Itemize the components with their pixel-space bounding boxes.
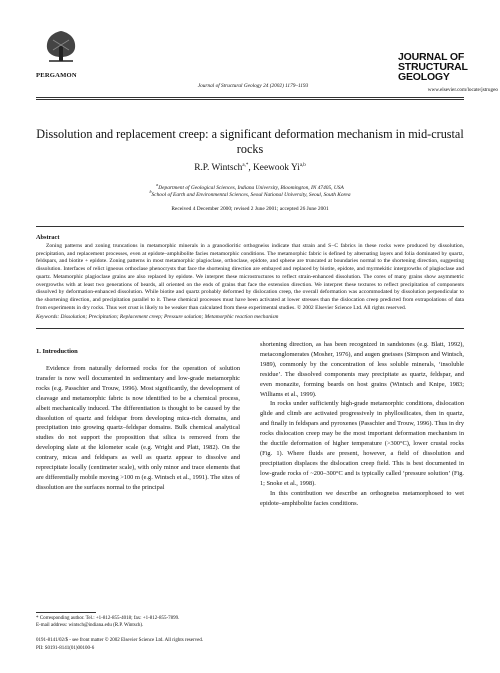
abstract-top-rule (36, 226, 464, 227)
intro-paragraph-3: In rocks under sufficiently high-grade metamorphic conditions, dislocation glide and climb are activated progressively in phyllosilicates, then in quartz, and finally in feldspars and pyroxenes (Passchier and Trouw, 1996). Thus in dry rocks dislocation creep may be the most important deformation mechanism in the ductile deformation of higher temperature (>300°C), lower crustal rocks (Fig. 1). Where fluids are present, however, a field of dissolution and precipitation displaces the dislocation creep field. This is best documented in low-grade rocks of ~200–300°C and is typically called ‘pressure solution’ (Fig. 1; Snoke et al., 1998). (260, 400, 464, 487)
header-rule (36, 97, 464, 98)
journal-url[interactable]: www.elsevier.com/locate/jstrugeo (427, 87, 498, 93)
keywords: Keywords: Dissolution; Precipitation; Replacement creep; Pressure solution; Metamorphic reaction mechanism (36, 314, 279, 320)
abstract-body (36, 243, 464, 312)
article-title: Dissolution and replacement creep: a significant deformation mechanism in mid-crustal rocks (36, 127, 464, 156)
section-heading: 1. Introduction (36, 348, 78, 355)
journal-reference: Journal of Structural Geology 24 (2002) 1179–1193 (197, 83, 309, 89)
affiliation-b: $^b$School of Earth and Environmental Sciences, Seoul National University, Seoul, South Korea (149, 189, 351, 198)
right-column (260, 340, 464, 508)
received-dates: Received 4 December 2000; revised 2 June 2001; accepted 26 June 2001 (171, 206, 329, 212)
intro-paragraph-4: In this contribution we describe an orthogneiss metamorphosed to wet epidote–amphibolite facies conditions. (260, 489, 464, 507)
abstract-bottom-rule (36, 328, 464, 329)
publisher-name: PERGAMON (36, 72, 77, 79)
email-address[interactable]: E-mail address: wintsch@indiana.edu (R.P. Wintsch). (36, 623, 144, 628)
affiliation-a: $^a$Department of Geological Sciences, Indiana University, Bloomington, IN 47405, USA (156, 182, 344, 191)
left-column (36, 364, 240, 493)
abstract-heading: Abstract (36, 234, 60, 241)
journal-logo: JOURNAL OF STRUCTURAL GEOLOGY (398, 51, 468, 83)
footnote-rule (36, 612, 96, 613)
intro-paragraph-1: Evidence from naturally deformed rocks for the operation of solution transfer is now well documented in sedimentary and low-grade metamorphic rocks (e.g. Passchier and Trouw, 1996). Most significantly, the development of cleavage and metamorphic fabric is now identified to be a chemical process, albeit mechanically induced. The differentiation is thought to be caused by the dissolution of quartz and feldspar from developing mica-rich domains, and precipitation into growing quartz–feldspar domains. Bulk chemical analytical studies do not support the proposition that silica is removed from the developing slate at the kilometer scale (e.g. Wright and Platt, 1982). On the contrary, micas and feldspars as well as quartz appear to dissolve and reprecipitate locally (centimeter scale), with only minor and trace elements that are differentially mobile moving >100 m (e.g. Wintsch et al., 1991). The sites of dissolution are the surfaces normal to the principal (36, 365, 240, 491)
intro-paragraph-2: shortening direction, as has been recognized in sandstones (e.g. Blatt, 1992), metaconglomerates (Mosher, 1976), and augen gneisses (Simpson and Wintsch, 1989), commonly by the concentration of less soluble minerals, ‘insoluble residue’. The dissolved components may precipitate as quartz, feldspar, and even monazite, forming beards on host grains (Wintsch and Knipe, 1983; Williams et al., 1999). (260, 341, 464, 398)
header-rule-2 (36, 99, 464, 100)
abstract-text: Zoning patterns and zoning truncations in metamorphic minerals in a granodioritic orthogneiss indicate that strain and S−C fabrics in these rocks were produced by dissolution, precipitation, and replacement processes, even at epidote–amphibolite facies metamorphic conditions. The metamorphic fabric is defined by alternating layers and folia dominated by quartz, feldspars, and biotite + epidote. Zoning patterns in most metamorphic plagioclase, orthoclase, epidote, and sphene are truncated at boundaries normal to the shortening direction, suggesting dissolution. Interfaces of relict igneous orthoclase phenocrysts that face the shortening direction are embayed and replaced by biotite, epidote, and myrmekitic intergrowths of plagioclase and quartz. Metamorphic plagioclase grains are also replaced by epidote. We interpret these microstructures to reflect strain-enhanced dissolution. The cores of many grains show asymmetric overgrowths with at least two generations of beards, all oriented on the ends of grains that face the extension direction. We interpret these textures to reflect precipitation of components dissolved by deformation-enhanced dissolution. While biotite and quartz probably deformed by dislocation creep, the overall deformation was accommodated by dissolution perpendicular to the shortening direction, and precipitation parallel to it. These chemical processes must have been activated at lower stresses than the dislocation creep predicted from extrapolations of data from experiments in dry rocks. Thus wet crust is likely to be weaker than calculated from these experimental studies. © 2002 Elsevier Science Ltd. All rights reserved. (36, 243, 464, 311)
publisher-logo (37, 28, 85, 64)
corresponding-author: * Corresponding author. Tel.: +1-812-855-4018; fax: +1-812-855-7899. (36, 616, 180, 621)
tree-logo-icon (37, 28, 85, 64)
author-list: R.P. Wintsch$^{a,*}$, Keewook Yi$^{a,b}$ (194, 163, 306, 174)
copyright-line: 0191-8141/02/$ - see front matter © 2002 Elsevier Science Ltd. All rights reserved. (36, 638, 204, 643)
pii-line: PII: S0191-8141(01)00100-6 (36, 646, 95, 651)
